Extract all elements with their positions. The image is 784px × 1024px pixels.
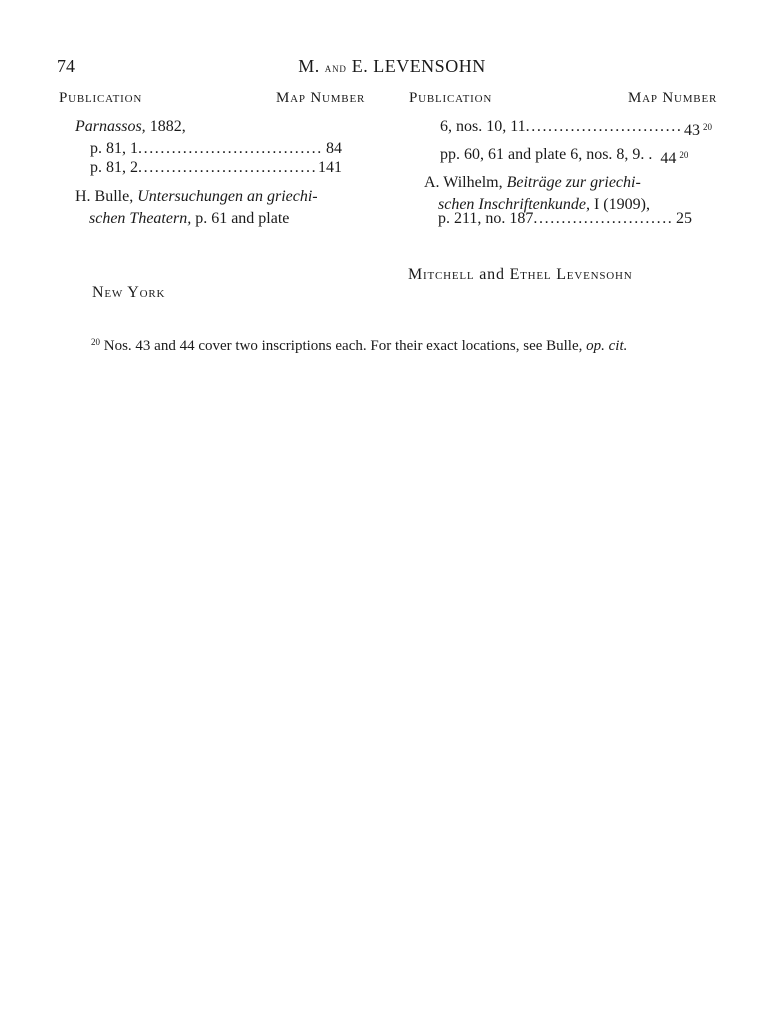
- wilhelm-rest: I (1909),: [589, 196, 650, 213]
- running-header-name: E. LEVENSOHN: [351, 56, 486, 76]
- left-map-number-heading: Map Number: [276, 90, 366, 106]
- parnassos-title: Parnassos,: [75, 118, 146, 135]
- footnote-op-cit: op. cit.: [586, 338, 628, 354]
- right-map-number-heading: Map Number: [628, 90, 718, 106]
- left-publication-heading: Publication: [59, 90, 143, 106]
- index-row: [440, 116, 712, 142]
- place-name: New York: [92, 284, 166, 301]
- author-signature: [408, 266, 633, 284]
- footnote-marker: 20: [91, 337, 100, 347]
- bulle-author: H. Bulle,: [75, 188, 138, 205]
- index-row-label: p. 81, 1: [90, 140, 138, 157]
- map-number: 84: [326, 140, 342, 157]
- bulle-rest: p. 61 and plate: [191, 210, 290, 227]
- wilhelm-author: A. Wilhelm,: [424, 174, 507, 191]
- map-number: 25: [676, 210, 692, 227]
- running-header-initial: M.: [298, 56, 320, 76]
- signature-second-author: Ethel Levensohn: [509, 266, 633, 283]
- wilhelm-title-line1: Beiträge zur griechi-: [506, 174, 641, 191]
- bulle-title-line2: schen Theatern,: [89, 210, 192, 227]
- footnote-ref: 20: [679, 150, 689, 160]
- page-number: 74: [57, 56, 75, 76]
- index-row-label: p. 81, 2: [90, 159, 138, 176]
- signature-first-author: Mitchell: [408, 266, 475, 283]
- bulle-entry: [75, 186, 345, 230]
- right-publication-heading: Publication: [409, 90, 493, 106]
- map-number: 141: [318, 159, 342, 176]
- map-number: 43 $^{20}$: [684, 122, 712, 139]
- running-header-and: and: [324, 60, 347, 75]
- signature-and: and: [474, 266, 510, 283]
- map-number: 44 $^{20}$: [660, 150, 689, 167]
- footnote-text: Nos. 43 and 44 cover two inscriptions each. For their exact locations, see Bulle,: [100, 338, 587, 354]
- wilhelm-title-line2: schen Inschriftenkunde,: [438, 196, 590, 213]
- place-line: [92, 284, 165, 302]
- footnote: [91, 337, 627, 355]
- leader-dots: [526, 116, 681, 142]
- parnassos-year: 1882,: [145, 118, 186, 135]
- leader-dots: [138, 157, 315, 179]
- index-row: [440, 144, 712, 170]
- index-row-label: p. 211, no. 187: [438, 210, 534, 227]
- bulle-title-line1: Untersuchungen an griechi-: [137, 188, 318, 205]
- index-row: [438, 208, 692, 230]
- index-row-label: 6, nos. 10, 11: [440, 118, 526, 135]
- parnassos-entry: [75, 116, 186, 138]
- leader-dots: [533, 208, 673, 230]
- index-row-label: pp. 60, 61 and plate 6, nos. 8, 9. .: [440, 146, 653, 163]
- footnote-ref: 20: [703, 122, 712, 132]
- index-row: [90, 157, 342, 179]
- running-header: [0, 56, 784, 77]
